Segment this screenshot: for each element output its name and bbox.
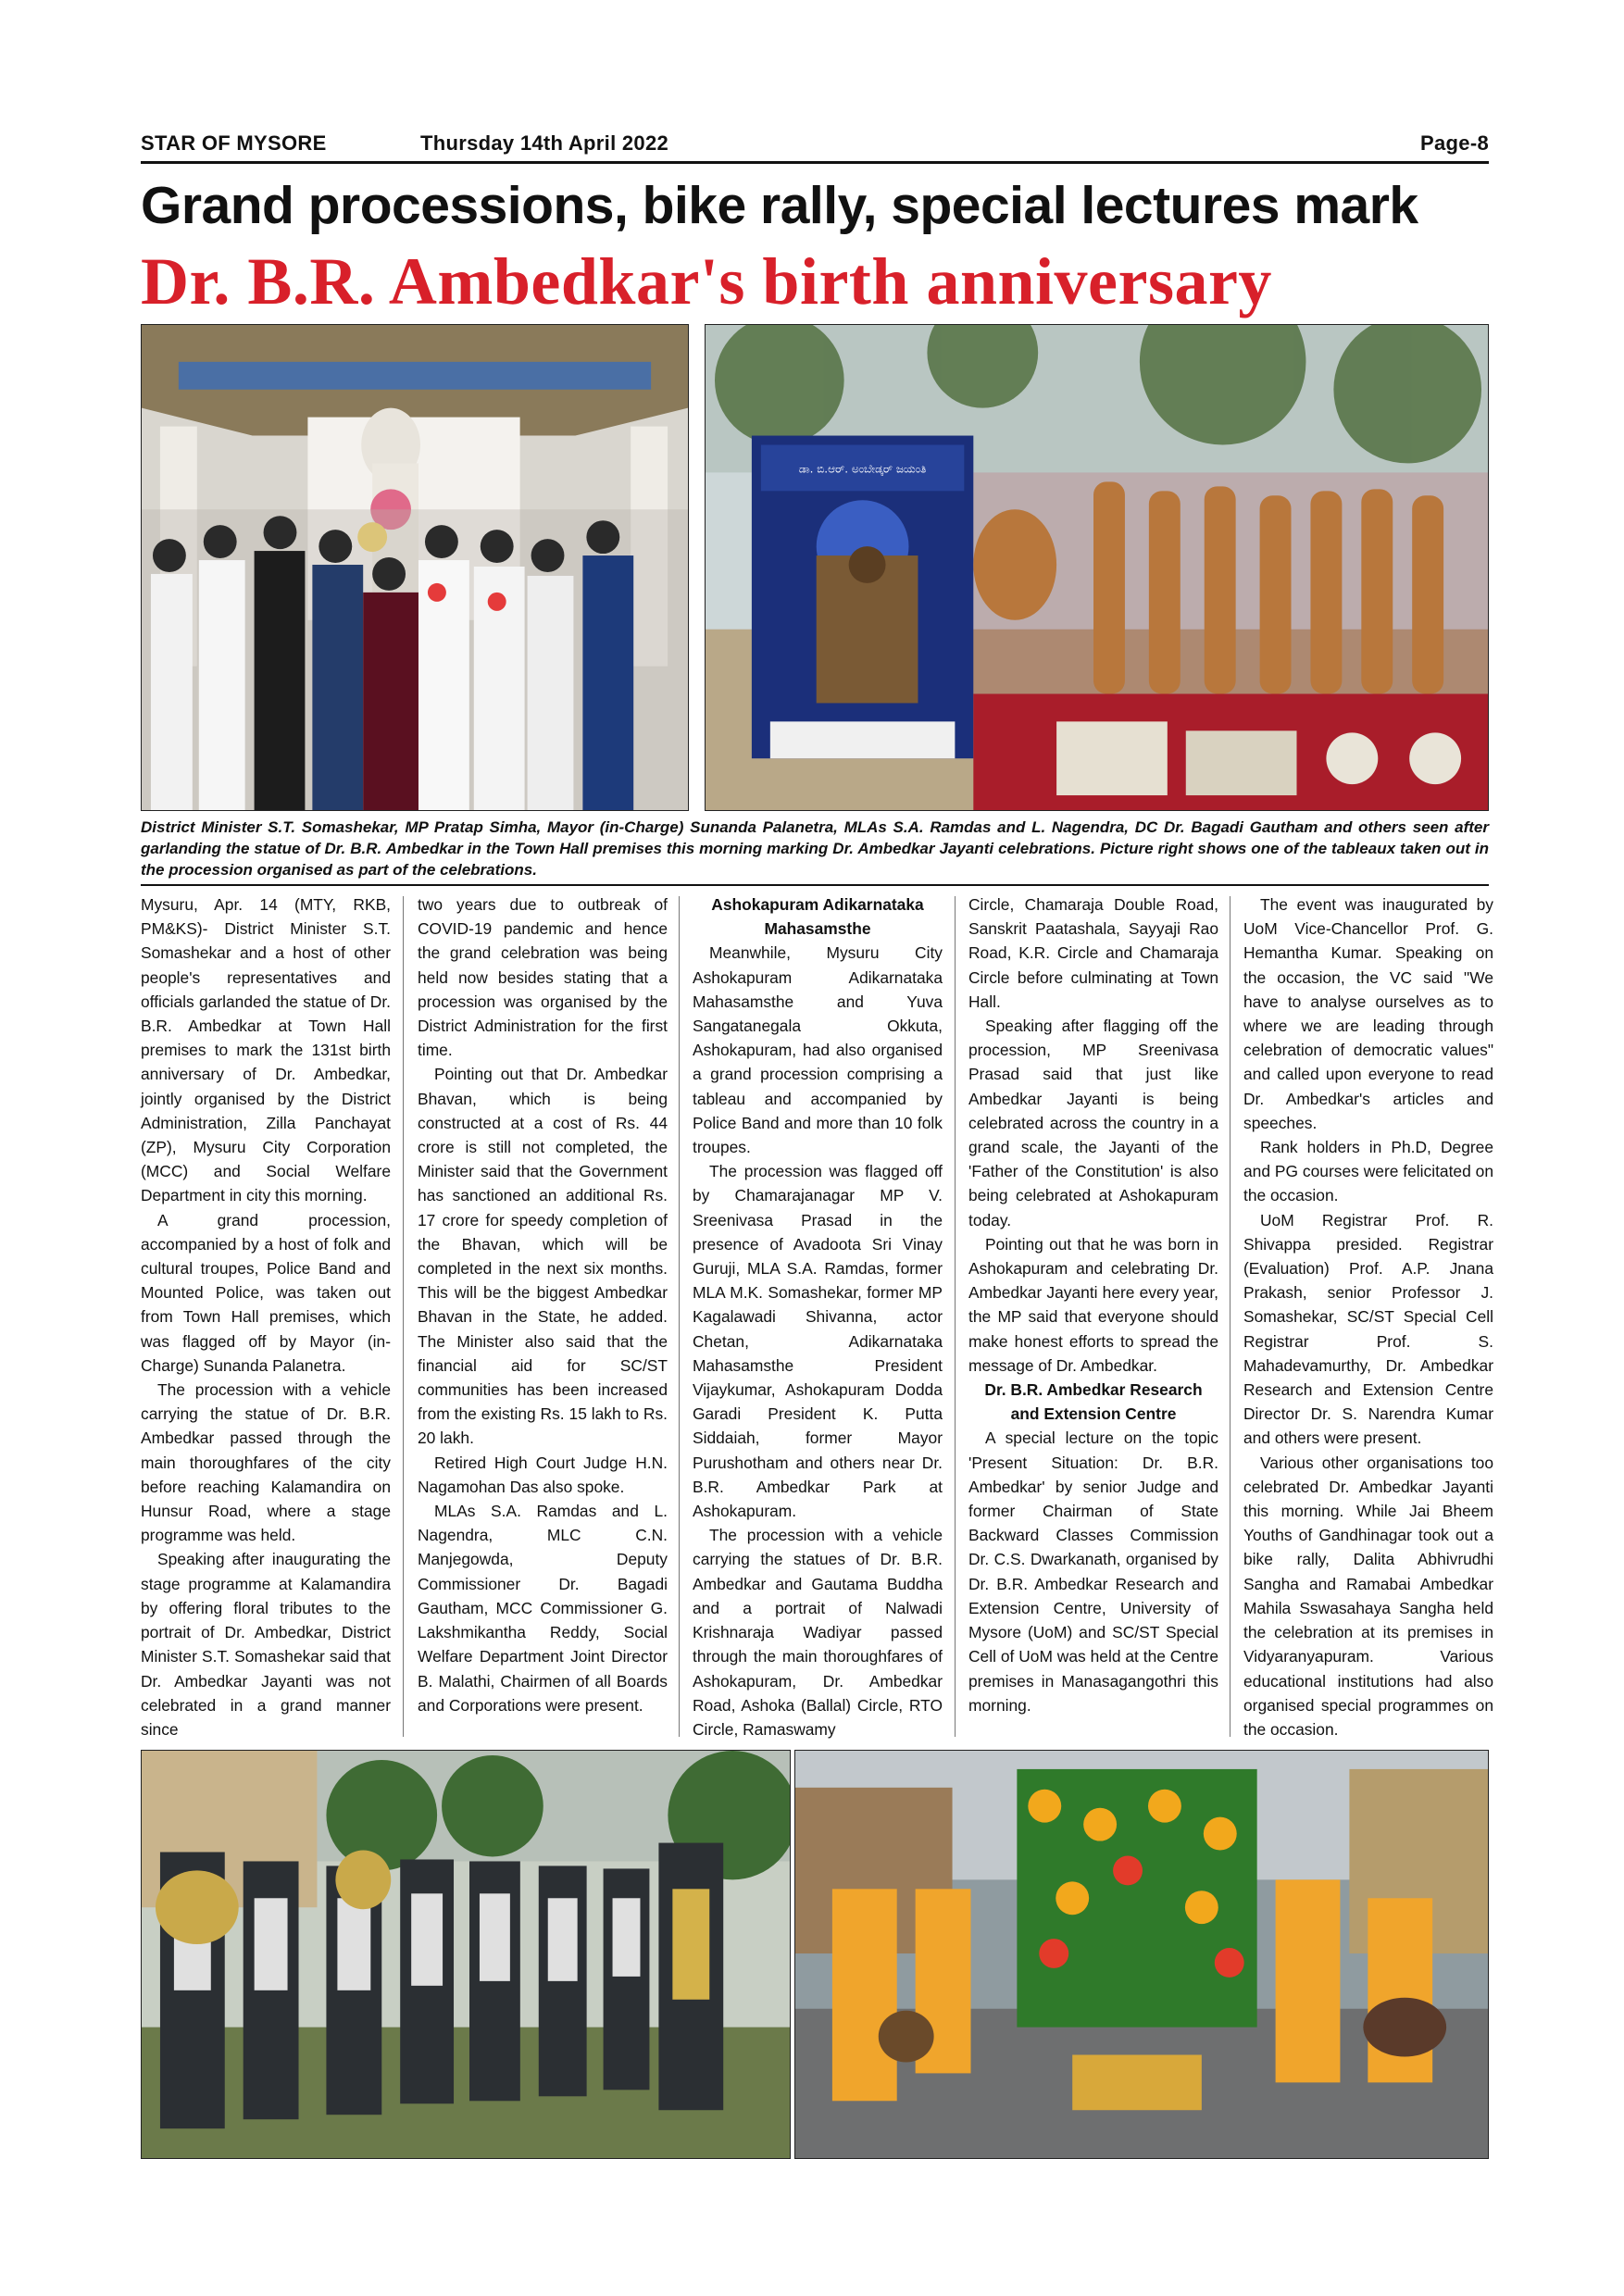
paragraph: Meanwhile, Mysuru City Ashokapuram Adikarnataka Mahasamsthe and Yuva Sangatanegala Okkuta, Ashokapuram, had also organised a grand procession comprising a tableau and accompanied by Police Band and more than 10 folk troupes. (693, 943, 943, 1157)
photo-tableau (705, 324, 1489, 811)
paragraph: Circle, Chamaraja Double Road, Sanskrit Paatashala, Sayyaji Rao Road, K.R. Circle and Chamaraja Circle before culminating at Town Hall. (968, 895, 1218, 1011)
paragraph: The procession with a vehicle carrying the statues of Dr. B.R. Ambedkar and Gautama Buddha and a portrait of Nalwadi Krishnaraja Wadiyar passed through the main thoroughfares of Ashokapuram, Dr. Ambedkar Road, Ashoka (Ballal) Circle, RTO Circle, Ramaswamy (693, 1526, 943, 1739)
subheading: Ashokapuram Adikarnataka Mahasamsthe (711, 895, 924, 939)
paragraph: A grand procession, accompanied by a host of folk and cultural troupes, Police Band and Mounted Police, was taken out from Town Hall premises, which was flagged off by Mayor (in-Charge) Sunanda Palanetra. (141, 1210, 391, 1375)
article-column-5 (1243, 892, 1493, 1741)
paragraph: Retired High Court Judge H.N. Nagamohan Das also spoke. (418, 1453, 668, 1496)
paragraph: The event was inaugurated by UoM Vice-Chancellor Prof. G. Hemantha Kumar. Speaking on the occasion, the VC said "We have to analyse ourselves as to where we are leading through celebration of democratic values" and called upon everyone to read Dr. Ambedkar's articles and speeches. (1243, 895, 1493, 1132)
paragraph: Speaking after inaugurating the stage programme at Kalamandira by offering floral tributes to the portrait of Dr. Ambedkar, District Minister S.T. Somashekar said that Dr. Ambedkar Jayanti was not celebrated in a grand manner since (141, 1550, 391, 1739)
paragraph: UoM Registrar Prof. R. Shivappa presided. Registrar (Evaluation) Prof. A.P. Jnana Prakash, senior Professor J. Somashekar, SC/ST Special Cell Registrar Prof. S. Mahadevamurthy, Dr. Ambedkar Research and Extension Centre Director Dr. S. Narendra Kumar and others were present. (1243, 1210, 1493, 1448)
paragraph: Mysuru, Apr. 14 (MTY, RKB, PM&KS)- District Minister S.T. Somashekar and a host of other people's representatives and officials garlanded the statue of Dr. B.R. Ambedkar at Town Hall premises to mark the 131st birth anniversary of Dr. Ambedkar, jointly organised by the District Administration, Zilla Panchayat (ZP), Mysuru City Corporation (MCC) and Social Welfare Department in city this morning. (141, 895, 391, 1205)
subheading: Dr. B.R. Ambedkar Research and Extension Centre (984, 1380, 1203, 1424)
paragraph: The procession with a vehicle carrying the statue of Dr. B.R. Ambedkar passed through the main thoroughfares of the city before reaching Kalamandira on Hunsur Road, where a stage programme was held. (141, 1380, 391, 1545)
masthead (141, 131, 1489, 165)
article-column-2 (418, 892, 668, 1717)
newspaper-name: STAR OF MYSORE (141, 131, 327, 155)
paragraph: Rank holders in Ph.D, Degree and PG courses were felicitated on the occasion. (1243, 1138, 1493, 1205)
issue-date: Thursday 14th April 2022 (420, 131, 669, 155)
article-column-1 (141, 892, 391, 1741)
headline-line-2: Dr. B.R. Ambedkar's birth anniversary (141, 244, 1272, 318)
page-number: Page-8 (1420, 131, 1489, 155)
photo-caption: District Minister S.T. Somashekar, MP Pratap Simha, Mayor (in-Charge) Sunanda Palanetra, MLAs S.A. Ramdas and L. Nagendra, DC Dr. Bagadi Gautham and others seen after garlanding the statue of Dr. B.R. Ambedkar in the Town Hall premises this morning marking Dr. Ambedkar Jayanti celebrations. Picture right shows one of the tableaux taken out in the procession organised as part of the celebrations. (141, 818, 1489, 879)
paragraph: Various other organisations too celebrated Dr. Ambedkar Jayanti this morning. While Jai Bheem Youths of Gandhinagar took out a bike rally, Dalita Abhivrudhi Sangha and Ramabai Ambedkar Mahila Sswasahaya Sangha held the celebration at its premises in Vidyaranyapuram. Various educational institutions had also organised special programmes on the occasion. (1243, 1453, 1493, 1739)
photo-folk-troupes (794, 1750, 1489, 2159)
paragraph: MLAs S.A. Ramdas and L. Nagendra, MLC C.N. Manjegowda, Deputy Commissioner Dr. Bagadi Gautham, MCC Commissioner G. Lakshmikantha Reddy, Social Welfare Department Joint Director B. Malathi, Chairmen of all Boards and Corporations were present. (418, 1502, 668, 1715)
column-divider (955, 896, 956, 1737)
paragraph: The procession was flagged off by Chamarajanagar MP V. Sreenivasa Prasad in the presence of Avadoota Sri Vinay Guruji, MLA S.A. Ramdas, former MLA M.K. Somashekar, former MP Kagalawadi Shivanna, actor Chetan, Adikarnataka Mahasamsthe President Vijaykumar, Ashokapuram Dodda Garadi President K. Putta Siddaiah, former Mayor Purushotham and others near Dr. B.R. Ambedkar Park at Ashokapuram. (693, 1162, 943, 1521)
caption-rule (141, 884, 1489, 886)
article-column-4 (968, 892, 1218, 1717)
column-divider (403, 896, 404, 1737)
photo-garlanding-statue (141, 324, 689, 811)
masthead-rule (141, 161, 1489, 164)
paragraph: Speaking after flagging off the procession, MP Sreenivasa Prasad said that just like Ambedkar Jayanti is being celebrated across the country in a grand scale, the Jayanti of the 'Father of the Constitution' is also being celebrated at Ashokapuram today. (968, 1017, 1218, 1229)
photo-police-band (141, 1750, 791, 2159)
paragraph: two years due to outbreak of COVID-19 pandemic and hence the grand celebration was being held now besides stating that a procession was organised by the District Administration for the first time. (418, 895, 668, 1060)
tableau-sign: ಡಾ. ಬಿ.ಆರ್. ಅಂಬೇಡ್ಕರ್ ಜಯಂತಿ (798, 462, 927, 476)
paragraph: Pointing out that Dr. Ambedkar Bhavan, which is being constructed at a cost of Rs. 44 crore is still not completed, the Minister said that the Government has sanctioned an additional Rs. 17 crore for speedy completion of the Bhavan, which will be completed in the next six months. This will be the biggest Ambedkar Bhavan in the State, he added. The Minister also said that the financial aid for SC/ST communities has been increased from the existing Rs. 15 lakh to Rs. 20 lakh. (418, 1065, 668, 1448)
column-divider (679, 896, 680, 1737)
article-column-3 (693, 892, 943, 1741)
paragraph: A special lecture on the topic 'Present Situation: Dr. B.R. Ambedkar' by senior Judge and former Chairman of State Backward Classes Commission Dr. C.S. Dwarkanath, organised by Dr. B.R. Ambedkar Research and Extension Centre, University of Mysore (UoM) and SC/ST Special Cell of UoM was held at the Centre premises in Manasagangothri this morning. (968, 1429, 1218, 1715)
headline-line-1: Grand processions, bike rally, special lectures mark (141, 176, 1418, 235)
paragraph: Pointing out that he was born in Ashokapuram and celebrating Dr. Ambedkar Jayanti here every year, the MP said that everyone should make honest efforts to spread the message of Dr. Ambedkar. (968, 1234, 1218, 1375)
